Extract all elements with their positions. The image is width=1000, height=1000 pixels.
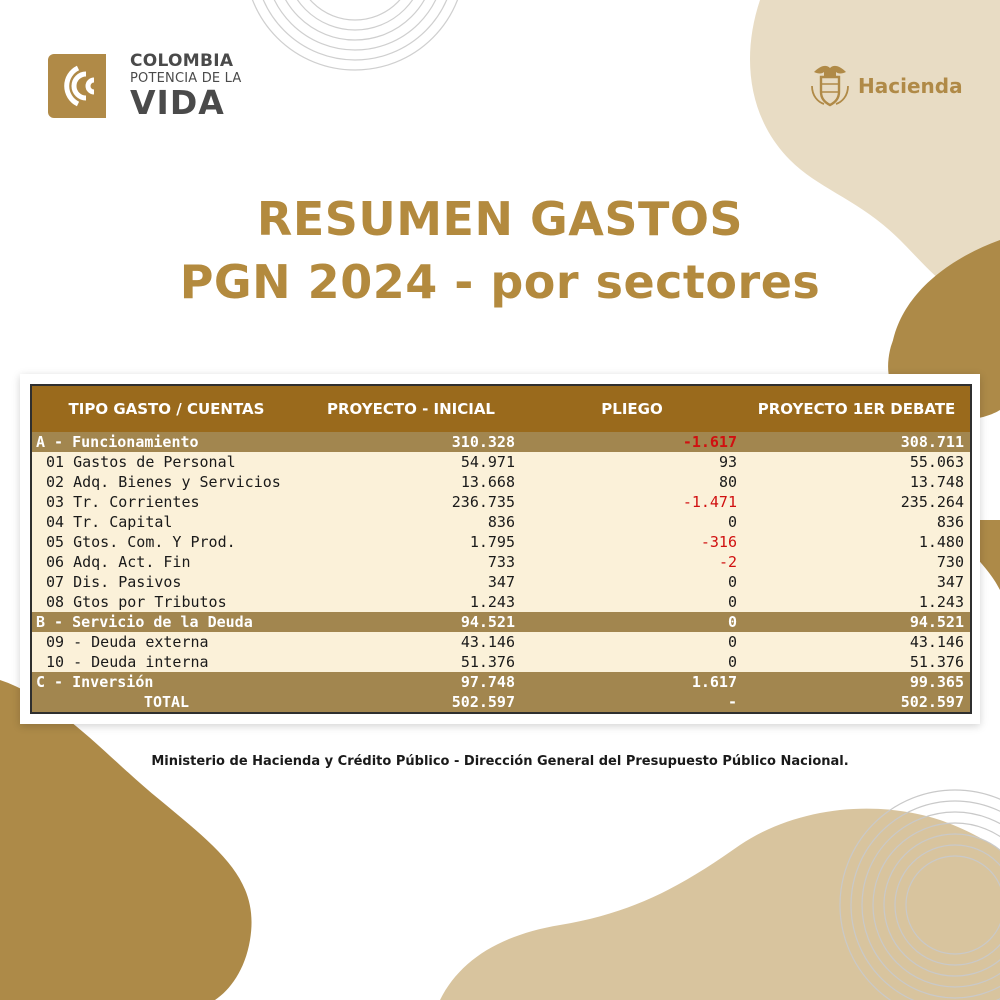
total-row — [31, 692, 971, 713]
cell-inicial: 43.146 — [301, 632, 521, 652]
cell-debate: 308.711 — [743, 432, 971, 452]
cell-pliego: -1.471 — [521, 492, 743, 512]
column-header-debate: PROYECTO 1ER DEBATE — [743, 385, 971, 432]
table-row — [31, 652, 971, 672]
cell-pliego: 80 — [521, 472, 743, 492]
cell-inicial: 310.328 — [301, 432, 521, 452]
column-header-pliego: PLIEGO — [521, 385, 743, 432]
cell-inicial: 836 — [301, 512, 521, 532]
cell-debate: 55.063 — [743, 452, 971, 472]
table-row — [31, 492, 971, 512]
row-label: 06 Adq. Act. Fin — [31, 552, 301, 572]
cell-inicial: 502.597 — [301, 692, 521, 713]
cell-inicial: 13.668 — [301, 472, 521, 492]
row-label: C - Inversión — [31, 672, 301, 692]
cell-inicial: 94.521 — [301, 612, 521, 632]
source-footer: Ministerio de Hacienda y Crédito Público - Dirección General del Presupuesto Público Nacional. — [151, 754, 849, 769]
cell-pliego: 0 — [521, 512, 743, 532]
table-header — [31, 385, 971, 432]
table-row — [31, 592, 971, 612]
cell-inicial: 733 — [301, 552, 521, 572]
cell-debate: 235.264 — [743, 492, 971, 512]
cell-debate: 43.146 — [743, 632, 971, 652]
row-label: TOTAL — [31, 692, 301, 713]
logo-line-1: COLOMBIA — [130, 51, 234, 71]
row-label: 03 Tr. Corrientes — [31, 492, 301, 512]
coat-of-arms-icon — [808, 62, 852, 108]
table-row — [31, 452, 971, 472]
row-label: 02 Adq. Bienes y Servicios — [31, 472, 301, 492]
row-label: 10 - Deuda interna — [31, 652, 301, 672]
cell-pliego: 0 — [521, 612, 743, 632]
row-label: A - Funcionamiento — [31, 432, 301, 452]
row-label: 05 Gtos. Com. Y Prod. — [31, 532, 301, 552]
cell-inicial: 236.735 — [301, 492, 521, 512]
table-row — [31, 632, 971, 652]
row-label: 04 Tr. Capital — [31, 512, 301, 532]
cell-inicial: 54.971 — [301, 452, 521, 472]
cell-debate: 1.243 — [743, 592, 971, 612]
hacienda-logo — [808, 62, 968, 112]
table-row — [31, 672, 971, 692]
row-label: 07 Dis. Pasivos — [31, 572, 301, 592]
column-header-tipo: TIPO GASTO / CUENTAS — [31, 385, 301, 432]
cell-inicial: 1.795 — [301, 532, 521, 552]
row-label: 08 Gtos por Tributos — [31, 592, 301, 612]
colombia-logo — [48, 52, 248, 122]
table-row — [31, 612, 971, 632]
budget-table — [30, 384, 972, 714]
cell-inicial: 51.376 — [301, 652, 521, 672]
cell-pliego: -2 — [521, 552, 743, 572]
cell-debate: 1.480 — [743, 532, 971, 552]
table-row — [31, 572, 971, 592]
cell-pliego: 0 — [521, 652, 743, 672]
header-row — [31, 385, 971, 432]
cell-pliego: 93 — [521, 452, 743, 472]
colombia-logo-icon — [48, 54, 114, 118]
table-row — [31, 472, 971, 492]
cell-pliego: 0 — [521, 572, 743, 592]
table-card — [20, 374, 980, 724]
cell-debate: 347 — [743, 572, 971, 592]
row-label: B - Servicio de la Deuda — [31, 612, 301, 632]
logo-line-2: POTENCIA DE LA — [130, 71, 242, 86]
cell-pliego: 0 — [521, 592, 743, 612]
page-title-line-2: PGN 2024 - por sectores — [179, 255, 821, 309]
cell-debate: 730 — [743, 552, 971, 572]
cell-pliego: 1.617 — [521, 672, 743, 692]
hacienda-logo-text: Hacienda — [858, 74, 963, 98]
table-row — [31, 512, 971, 532]
table-row — [31, 432, 971, 452]
cell-inicial: 347 — [301, 572, 521, 592]
cell-pliego: 0 — [521, 632, 743, 652]
row-label: 09 - Deuda externa — [31, 632, 301, 652]
colombia-logo-text — [130, 52, 241, 120]
logo-line-3: VIDA — [130, 83, 225, 122]
cell-pliego: -316 — [521, 532, 743, 552]
cell-pliego: -1.617 — [521, 432, 743, 452]
page-title-line-1: RESUMEN GASTOS — [256, 192, 744, 246]
cell-debate: 836 — [743, 512, 971, 532]
cell-pliego: - — [521, 692, 743, 713]
table-row — [31, 532, 971, 552]
cell-debate: 502.597 — [743, 692, 971, 713]
cell-inicial: 1.243 — [301, 592, 521, 612]
cell-debate: 94.521 — [743, 612, 971, 632]
cell-debate: 51.376 — [743, 652, 971, 672]
table-row — [31, 552, 971, 572]
cell-debate: 99.365 — [743, 672, 971, 692]
cell-inicial: 97.748 — [301, 672, 521, 692]
cell-debate: 13.748 — [743, 472, 971, 492]
row-label: 01 Gastos de Personal — [31, 452, 301, 472]
column-header-inicial: PROYECTO - INICIAL — [301, 385, 521, 432]
table-body — [31, 432, 971, 713]
